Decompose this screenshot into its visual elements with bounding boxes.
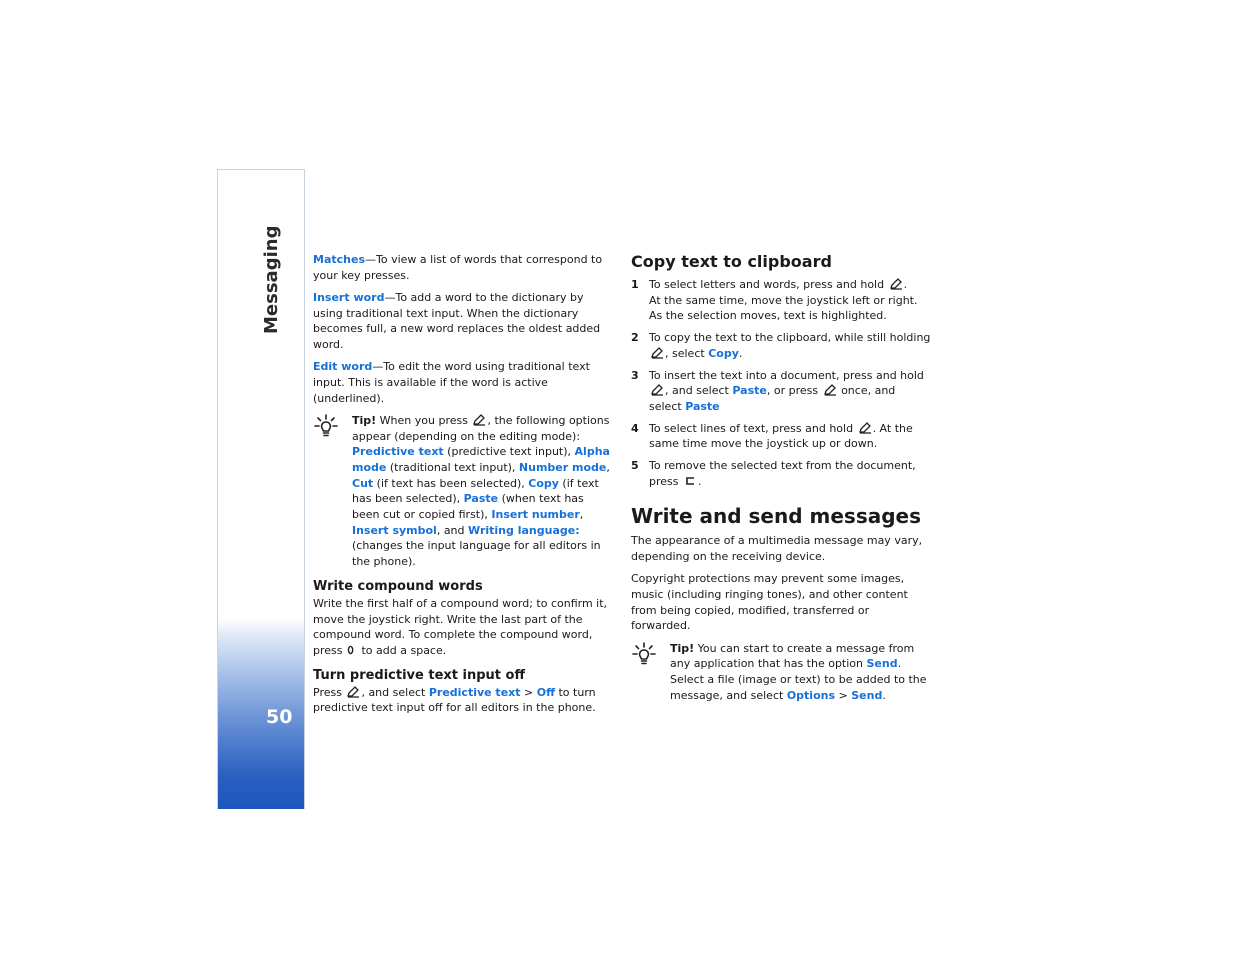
tip-box: Tip! When you press , the following options appear (depending on the editing mode): Predictive text (predictive text input), Alpha mode (traditional text input), Number mode, Cut (if text has been selected), Copy (if text has been selected), Paste (when text has been cut or copied first), Insert number, Insert symbol, and Writing language: (changes the input language for all editors in the phone). [313,413,613,570]
lightbulb-icon [631,641,657,667]
heading-write-send: Write and send messages [631,504,922,529]
step-item: 3 To insert the text into a document, press and hold , and select Paste, or press once, and select Paste [631,368,924,413]
tip-box: Tip! You can start to create a message from any application that has the option Send. Select a file (image or text) to be added to the message, and select Options > Send. [631,641,931,704]
pencil-edit-key-icon [889,278,903,290]
clear-key-icon [683,475,697,487]
step-item: 4 To select lines of text, press and hold . At the same time move the joystick up or down. [631,421,913,451]
chapter-title: Messaging [261,225,282,334]
paragraph-copyright: Copyright protections may prevent some images, music (including ringing tones), and other content from being copied, modified, transferred or forwarded. [631,572,908,633]
heading-copy-clipboard: Copy text to clipboard [631,252,832,271]
heading-predictive-off: Turn predictive text input off [313,667,526,683]
option-matches: Matches—To view a list of words that correspond to your key presses. [313,253,603,282]
heading-compound-words: Write compound words [313,578,483,594]
paragraph-appearance: The appearance of a multimedia message may vary, depending on the receiving device. [631,534,923,564]
pencil-edit-key-icon [472,414,486,426]
lightbulb-icon [313,413,339,439]
page-number: 50 [266,706,293,728]
option-edit-word: Edit word—To edit the word using traditional text input. This is available if the word is active (underlined). [313,360,590,405]
zero-key-icon [347,644,357,656]
pencil-edit-key-icon [650,384,664,396]
step-item: 1 To select letters and words, press and hold . At the same time, move the joystick left or right. As the selection moves, text is highlighted. [631,278,918,323]
option-insert-word: Insert word—To add a word to the dictionary by using traditional text input. When the dictionary becomes full, a new word replaces the oldest added word. [313,290,601,352]
pencil-edit-key-icon [858,422,872,434]
step-item: 5 To remove the selected text from the document, press . [631,459,916,488]
compound-words-text: Write the first half of a compound word; to confirm it, move the joystick right. Write the last part of the compound word. To complete the compound word, press to add a space. [313,596,608,657]
right-column [631,252,931,709]
pencil-edit-key-icon [650,347,664,359]
step-item: 2 To copy the text to the clipboard, while still holding , select Copy. [631,331,931,360]
left-column [313,252,613,723]
pencil-edit-key-icon [346,686,360,698]
pencil-edit-key-icon [823,384,837,396]
predictive-off-text: Press , and select Predictive text > Off to turn predictive text input off for all editors in the phone. [313,685,596,715]
